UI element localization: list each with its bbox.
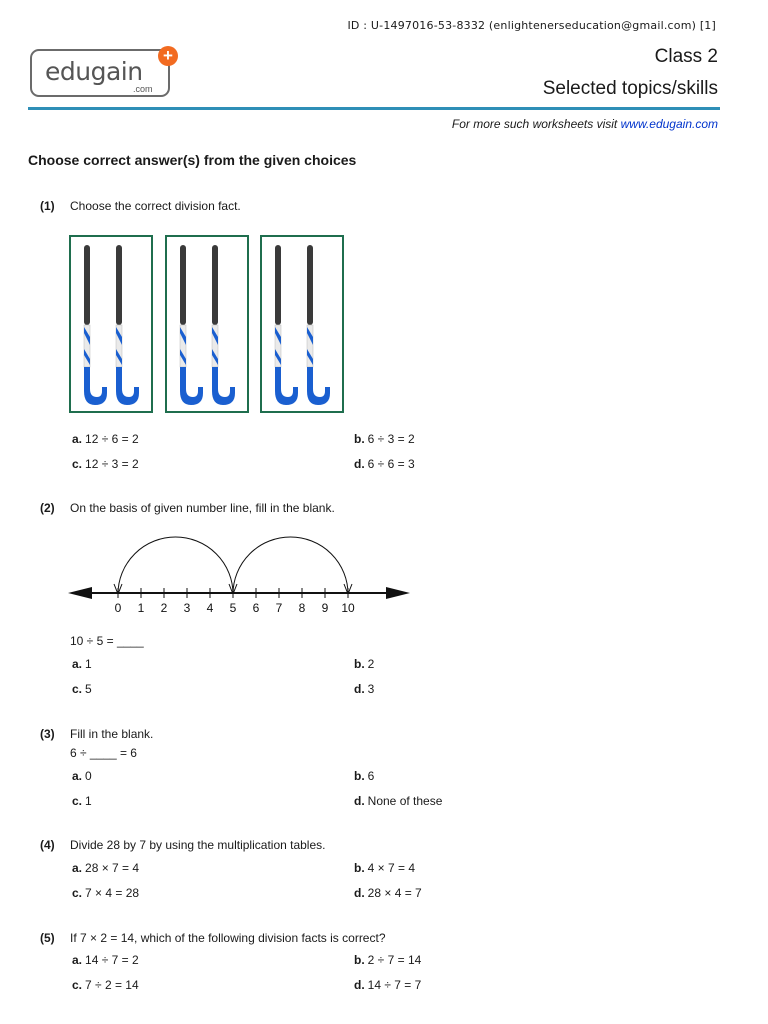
instruction-heading: Choose correct answer(s) from the given choices [28,152,357,168]
option-text: 0 [85,769,92,783]
right-arrow-icon [386,587,410,599]
question-3-text: Fill in the blank. [70,727,154,741]
number-line-label: 2 [160,601,168,615]
hockey-stick-icon [84,245,107,405]
hockey-stick-group-3 [260,235,344,413]
number-line-label: 7 [275,601,283,615]
option-text: 2 [367,657,375,671]
option-letter: a. [72,953,83,967]
q1-option-c[interactable] [72,457,139,471]
question-1-number: (1) [40,199,55,213]
option-letter: a. [72,657,83,671]
logo-plus-icon: + [158,46,178,66]
hockey-stick-group-1 [69,235,153,413]
option-letter: c. [72,682,83,696]
number-line-label: 0 [114,601,122,615]
q4-option-d[interactable] [354,886,422,900]
edugain-logo [30,49,170,97]
q5-option-c[interactable] [72,978,139,992]
logo-subtext: .com [133,84,153,94]
q2-option-d[interactable] [354,682,374,696]
hockey-stick-group-2 [165,235,249,413]
option-letter: a. [72,861,83,875]
option-letter: b. [354,432,365,446]
question-2-prompt: 10 ÷ 5 = ____ [70,634,144,648]
q4-option-a[interactable] [72,861,139,875]
question-5-number: (5) [40,931,55,945]
q5-option-d[interactable] [354,978,421,992]
edugain-link[interactable]: www.edugain.com [620,117,718,131]
question-4-number: (4) [40,838,55,852]
class-title: Class 2 [654,46,718,67]
more-worksheets-note [452,117,718,131]
hockey-stick-icon [116,245,139,405]
option-letter: c. [72,886,83,900]
left-arrow-icon [68,587,92,599]
option-text: 4 × 7 = 4 [367,861,416,875]
question-2-number: (2) [40,501,55,515]
question-4-text: Divide 28 by 7 by using the multiplication tables. [70,838,326,852]
option-letter: b. [354,769,365,783]
option-letter: d. [354,682,365,696]
q2-option-c[interactable] [72,682,92,696]
option-letter: d. [354,457,365,471]
option-letter: c. [72,794,83,808]
option-text: 1 [85,794,92,808]
logo-text: edugain [45,57,143,86]
option-letter: a. [72,432,83,446]
option-text: 7 × 4 = 28 [85,886,140,900]
number-line-label: 3 [183,601,191,615]
hockey-stick-icon [212,245,235,405]
q5-option-a[interactable] [72,953,139,967]
q2-option-b[interactable] [354,657,374,671]
hockey-sticks-image [167,237,247,411]
q4-option-b[interactable] [354,861,415,875]
option-text: 14 ÷ 7 = 2 [85,953,139,967]
number-line-label: 10 [341,601,355,615]
q1-option-a[interactable] [72,432,139,446]
option-letter: d. [354,794,365,808]
option-text: 6 [367,769,375,783]
number-line-labels [115,601,355,615]
question-5-text: If 7 × 2 = 14, which of the following division facts is correct? [70,931,386,945]
hockey-stick-icon [307,245,330,405]
number-line-label: 1 [137,601,145,615]
hockey-stick-icon [275,245,298,405]
option-letter: b. [354,861,365,875]
option-text: None of these [367,794,443,808]
question-3-prompt: 6 ÷ ____ = 6 [70,746,137,760]
jump-arc-2 [233,537,348,594]
question-3-number: (3) [40,727,55,741]
q2-option-a[interactable] [72,657,92,671]
q1-option-d[interactable] [354,457,415,471]
option-letter: d. [354,886,365,900]
number-line-label: 5 [229,601,237,615]
number-line-label: 6 [252,601,260,615]
option-text: 12 ÷ 6 = 2 [85,432,139,446]
jump-arc-1 [118,537,233,594]
number-line-label: 8 [298,601,306,615]
option-text: 3 [367,682,375,696]
header-divider [28,107,720,110]
q3-option-b[interactable] [354,769,374,783]
option-text: 6 ÷ 6 = 3 [367,457,415,471]
option-text: 28 × 7 = 4 [85,861,140,875]
option-letter: d. [354,978,365,992]
option-text: 1 [85,657,92,671]
number-line-label: 4 [206,601,214,615]
option-letter: c. [72,457,83,471]
hockey-stick-icon [180,245,203,405]
option-text: 28 × 4 = 7 [367,886,422,900]
q4-option-c[interactable] [72,886,139,900]
question-2-text: On the basis of given number line, fill in the blank. [70,501,335,515]
more-worksheets-text: For more such worksheets visit [451,117,618,131]
question-1-text: Choose the correct division fact. [70,199,241,213]
option-text: 12 ÷ 3 = 2 [85,457,139,471]
q3-option-a[interactable] [72,769,92,783]
topic-title: Selected topics/skills [542,78,718,99]
q5-option-b[interactable] [354,953,421,967]
number-line [66,520,416,620]
option-text: 14 ÷ 7 = 7 [367,978,422,992]
q1-option-b[interactable] [354,432,415,446]
option-text: 2 ÷ 7 = 14 [367,953,422,967]
option-letter: b. [354,953,365,967]
number-line-label: 9 [321,601,329,615]
q3-option-d[interactable] [354,794,442,808]
q3-option-c[interactable] [72,794,92,808]
hockey-sticks-image [262,237,342,411]
option-letter: a. [72,769,83,783]
option-text: 6 ÷ 3 = 2 [367,432,415,446]
option-text: 7 ÷ 2 = 14 [85,978,139,992]
option-letter: c. [72,978,83,992]
student-id-line: ID : U-1497016-53-8332 (enlightenerseducation@gmail.com) [1] [347,19,716,32]
option-text: 5 [85,682,92,696]
option-letter: b. [354,657,365,671]
hockey-sticks-image [71,237,151,411]
